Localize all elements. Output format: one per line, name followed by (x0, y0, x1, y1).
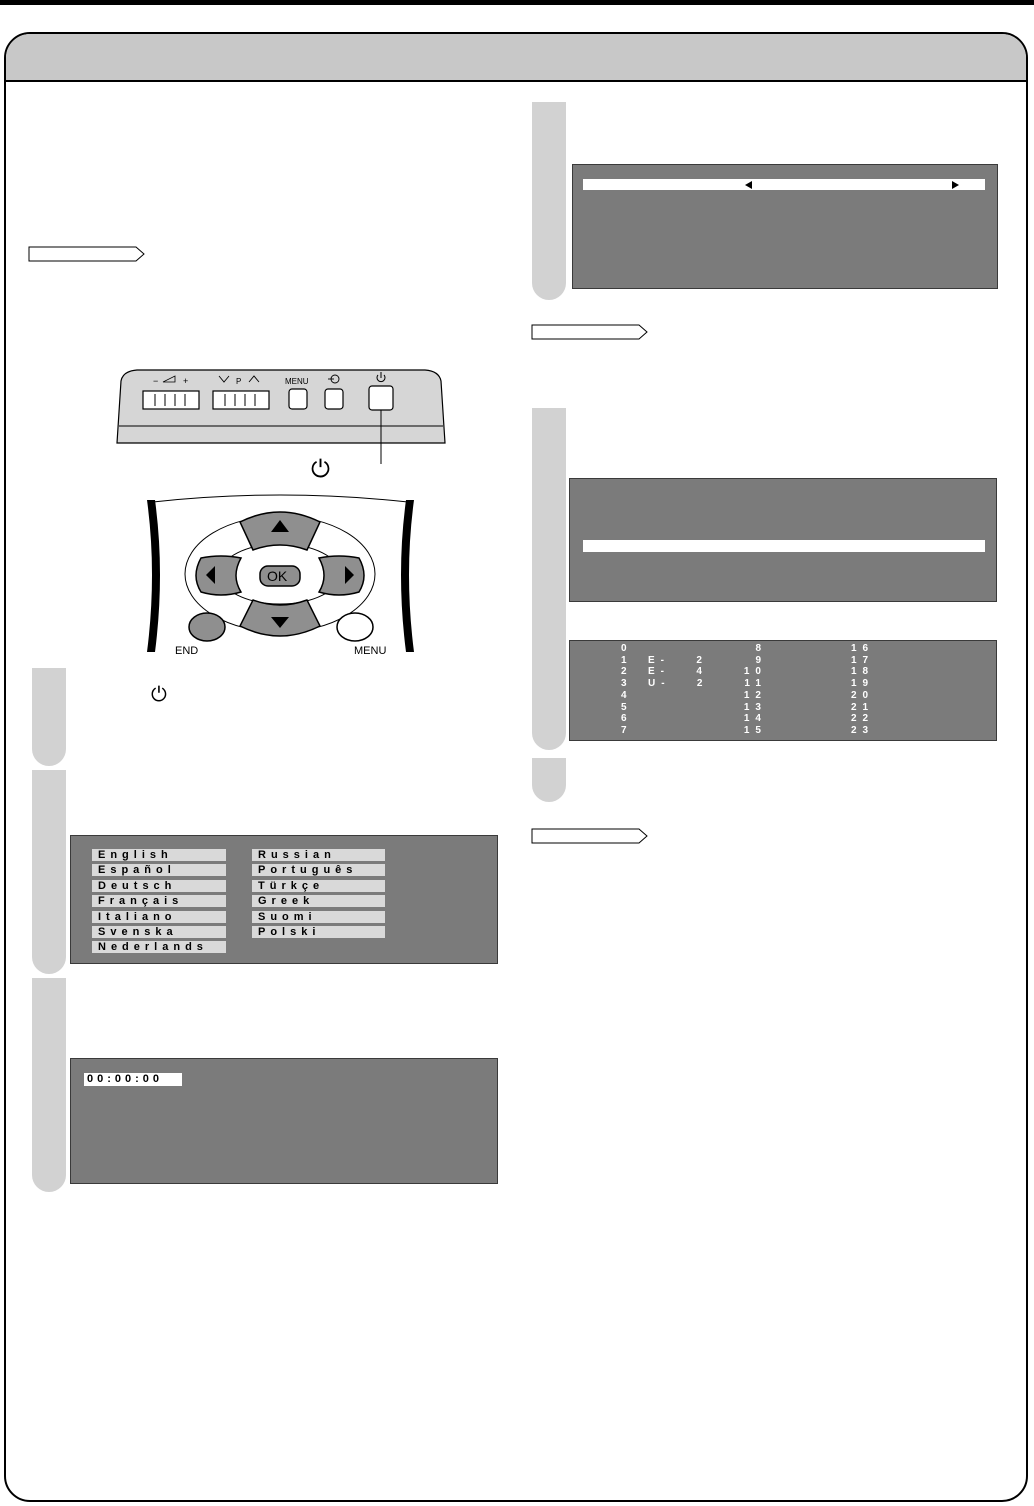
note-tag-3 (531, 826, 649, 846)
channel-number: 12 (743, 689, 767, 701)
section-header-bar (6, 34, 1026, 82)
language-option[interactable]: English (92, 849, 226, 861)
triangle-left-icon[interactable] (744, 180, 754, 190)
channel-table-screen (569, 640, 997, 741)
channel-number: 14 (743, 713, 767, 725)
step-bar-6 (532, 758, 566, 802)
language-option[interactable]: Français (92, 895, 226, 907)
menu-button-label: MENU (354, 645, 387, 657)
end-label: END (175, 645, 199, 657)
channel-number: 18 (851, 666, 875, 678)
clock-value[interactable]: 00:00:00 (84, 1073, 182, 1086)
channel-number: 0 (621, 643, 633, 654)
right-arrow-button (319, 556, 364, 595)
channel-label: U- 2 (648, 678, 709, 690)
channel-number: 20 (851, 689, 875, 701)
note-tag-1 (28, 244, 146, 264)
language-option[interactable]: Português (252, 864, 385, 876)
step-bar-4 (532, 102, 566, 300)
channel-number: 19 (851, 678, 875, 690)
language-option[interactable]: Greek (252, 895, 385, 907)
volume-plus-label: + (183, 376, 189, 386)
language-option[interactable]: Nederlands (92, 941, 226, 953)
country-highlight-row[interactable] (583, 179, 985, 190)
triangle-right-icon[interactable] (950, 180, 960, 190)
menu-button (337, 613, 373, 641)
language-option[interactable]: Suomi (252, 911, 385, 923)
channel-number: 21 (851, 701, 875, 713)
channel-number: 2 (621, 666, 633, 678)
channel-number: 11 (744, 678, 767, 690)
volume-minus-label: − (153, 376, 159, 386)
channel-label: E- 2 (648, 654, 708, 666)
channel-number: 22 (851, 713, 875, 725)
language-option[interactable]: Deutsch (92, 880, 226, 892)
step-bar-2 (32, 770, 66, 974)
language-option[interactable]: Español (92, 864, 226, 876)
channel-number: 23 (851, 724, 875, 736)
step1-power-symbol: ⏻ (151, 684, 167, 706)
channel-number: 7 (621, 724, 633, 736)
ok-label: OK (267, 568, 288, 584)
panel-menu-label: MENU (285, 377, 309, 386)
channel-number: 16 (851, 643, 875, 654)
step-bar-5 (532, 408, 566, 750)
step-bar-3 (32, 978, 66, 1192)
channel-number: 3 (621, 678, 633, 690)
channel-number: 6 (621, 713, 633, 725)
language-option[interactable]: Italiano (92, 911, 226, 923)
channel-number: 17 (851, 654, 875, 666)
note-tag-2 (531, 322, 649, 342)
end-button (189, 613, 225, 641)
channel-number: 5 (621, 701, 633, 713)
language-option[interactable]: Polski (252, 926, 385, 938)
channel-number: 8 (755, 643, 767, 654)
step-bar-1 (32, 668, 66, 766)
channel-label: E- 4 (648, 666, 708, 678)
channel-number: 15 (743, 724, 767, 736)
left-arrow-button (196, 556, 241, 595)
remote-control-pad (143, 494, 418, 659)
language-option[interactable]: Türkçe (252, 880, 385, 892)
channel-number: 9 (755, 654, 767, 666)
channel-number: 10 (743, 666, 767, 678)
power-symbol-large: ⏻ (311, 456, 330, 483)
top-rule (0, 0, 1034, 5)
channel-p-label: P (236, 377, 242, 386)
tv-control-panel (115, 365, 447, 445)
channel-number: 1 (621, 654, 633, 666)
auto-search-highlight-row[interactable] (583, 540, 985, 552)
channel-number: 4 (621, 689, 633, 701)
language-option[interactable]: Russian (252, 849, 385, 861)
channel-number: 13 (743, 701, 767, 713)
language-option[interactable]: Svenska (92, 926, 226, 938)
power-leader-line (380, 444, 382, 464)
